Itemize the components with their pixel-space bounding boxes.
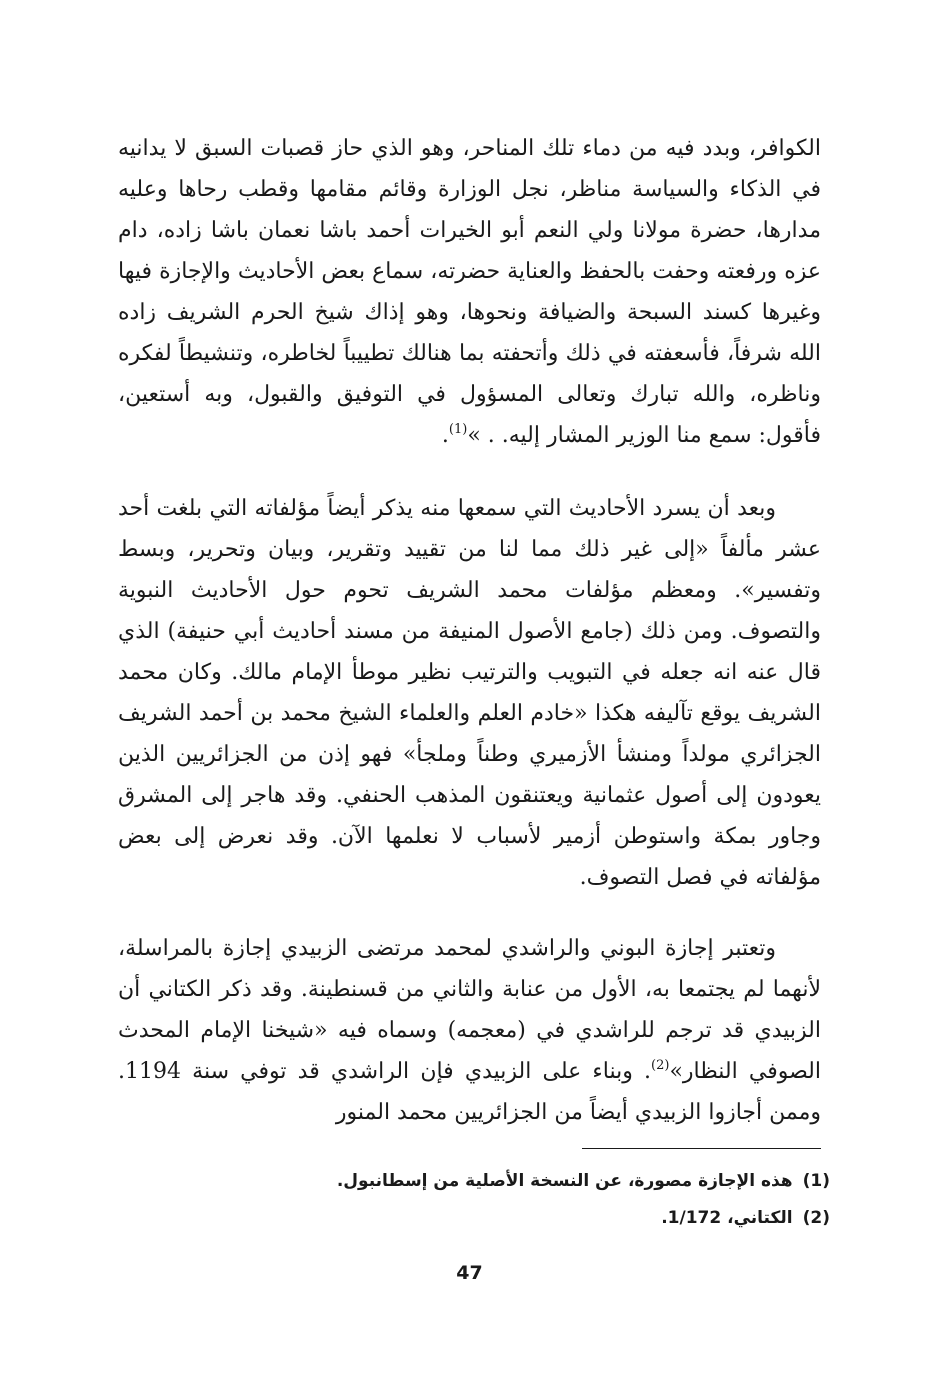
footnote-number: (2) [802, 1208, 830, 1228]
paragraph-2-text: وبعد أن يسرد الأحاديث التي سمعها منه يذكر أيضاً مؤلفاته التي بلغت أحد عشر مألفاً «إلى غير ذلك مما لنا من تقييد وتقرير، وبيان وتحرير، وبسط وتفسير». ومعظم مؤلفات محمد الشريف تحوم حول الأحاديث النبوية والتصوف. ومن ذلك (جامع الأصول المنيفة من مسند أحاديث أبي حنيفة) الذي قال عنه انه جعله في التبويب والترتيب نظير موطأ الإمام مالك. وكان محمد الشريف يوقع تآليفه هكذا «خادم العلم والعلماء الشيخ محمد بن أحمد الشريف الجزائري مولداً ومنشأ الأزميري وطناً وملجأ» فهو إذن من الجزائريين الذين يعودون إلى أصول عثمانية ويعتنقون المذهب الحنفي. وقد هاجر إلى المشرق وجاور بمكة واستوطن أزمير لأسباب لا نعلمها الآن. وقد نعرض إلى بعض مؤلفاته في فصل التصوف. [118, 496, 821, 890]
paragraph-3-text-before: وتعتبر إجازة البوني والراشدي لمحمد مرتضى الزبيدي إجازة بالمراسلة، لأنهما لم يجتمعا به، الأول من عنابة والثاني من قسنطينة. وقد ذكر الكتاني أن الزبيدي قد ترجم للراشدي في (معجمه) وسماه فيه «شيخنا الإمام المحدث الصوفي النظار» [118, 936, 821, 1084]
footnote-text: الكتاني، 1/172. [661, 1208, 793, 1228]
footnote-1 [330, 1163, 830, 1200]
paragraph-1-text: الكوافر، وبدد فيه من دماء تلك المناحر، وهو الذي حاز قصبات السبق لا يدانيه في الذكاء والسياسة مناظر، نجل الوزارة وقائم مقامها وقطب رحاها وعليه مدارها، حضرة مولانا ولي النعم أبو الخيرات أحمد باشا نعمان باشا زاده، دام عزه ورفعته وحفت بالحفظ والعناية حضرته، سماع بعض الأحاديث والإجازة فيها وغيرها كسند السبحة والضيافة ونحوها، وهو إذاك شيخ الحرم الشريف زاده الله شرفاً، فأسعفته في ذلك وأتحفته بما هنالك تطييباً لخاطره، وتنشيطاً لفكره وناظره، والله تبارك وتعالى المسؤول في التوفيق والقبول، وبه أستعين، فأقول: سمع منا الوزير المشار إليه. . » [118, 136, 821, 448]
footnote-2 [330, 1200, 830, 1237]
footnote-number: (1) [802, 1171, 830, 1191]
paragraph-3 [118, 928, 821, 1133]
footnote-divider [582, 1148, 821, 1149]
footnote-ref-1: (1) [448, 422, 468, 437]
page-number: 47 [456, 1262, 483, 1284]
footnotes [330, 1163, 830, 1237]
paragraph-1-tail: . [441, 423, 449, 448]
paragraph-1 [118, 128, 821, 456]
paragraph-3-text-after: . وبناء على الزبيدي فإن الراشدي قد توفي سنة 1194. وممن أجازوا الزبيدي أيضاً من الجزائريين محمد المنور [118, 1059, 821, 1125]
paragraph-2 [118, 488, 821, 898]
footnote-text: هذه الإجازة مصورة، عن النسخة الأصلية من إسطانبول. [336, 1171, 793, 1191]
footnote-ref-2: (2) [651, 1058, 670, 1073]
paragraph-3-body [118, 928, 821, 1133]
